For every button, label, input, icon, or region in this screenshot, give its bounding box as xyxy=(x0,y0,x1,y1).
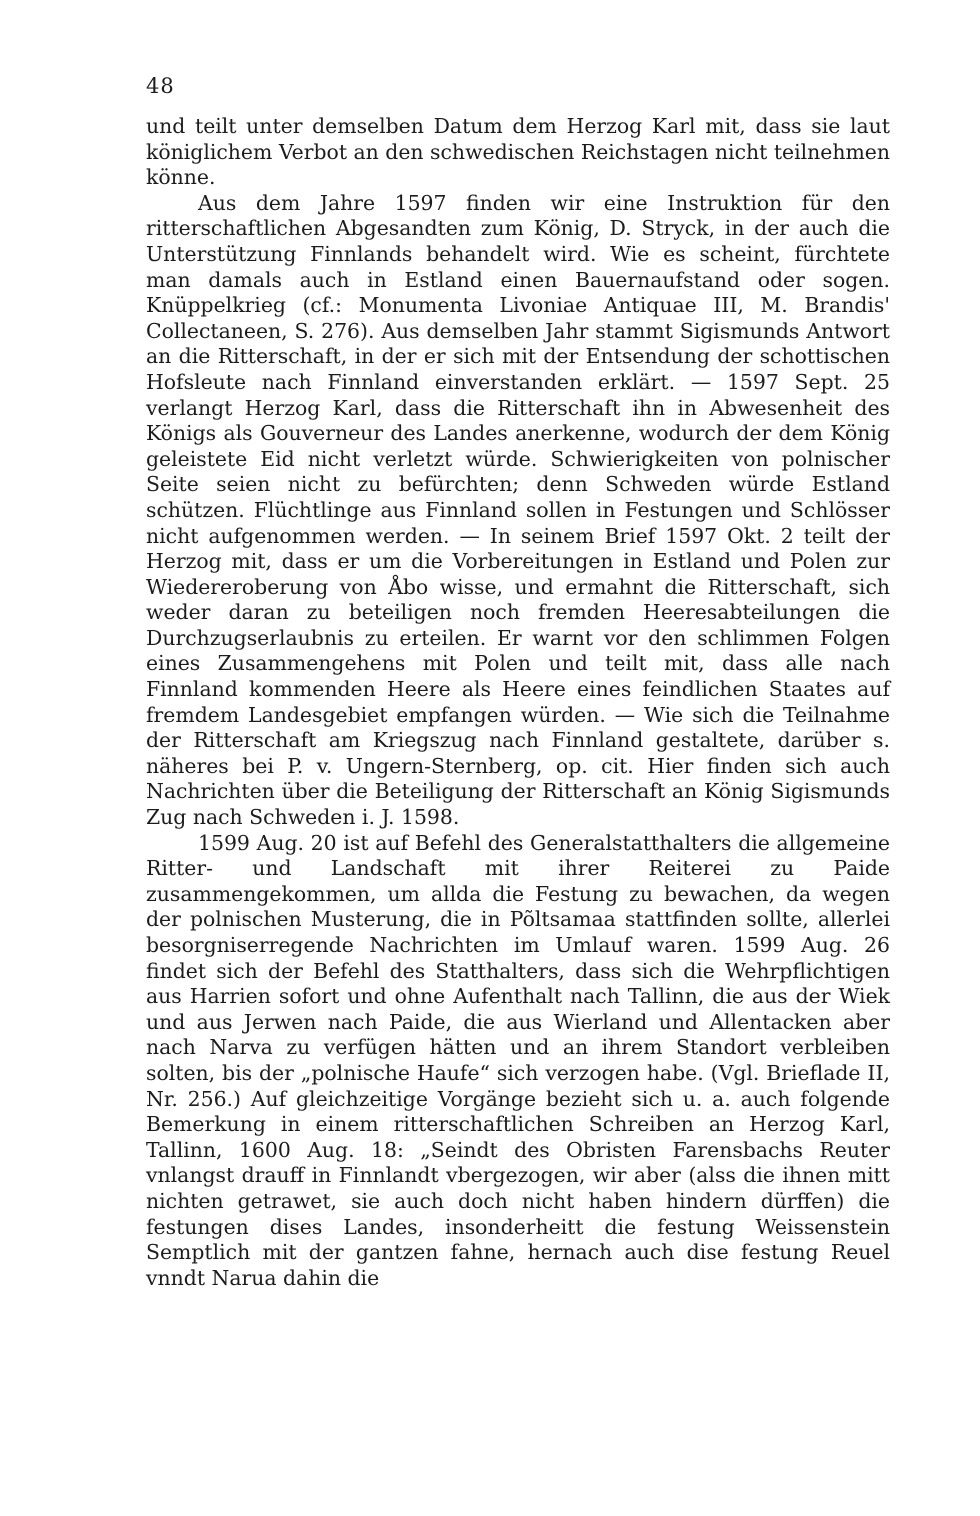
body-text xyxy=(146,114,890,1291)
paragraph-2: Aus dem Jahre 1597 finden wir eine Instruktion für den ritterschaftlichen Abgesandten zum König, D. Stryck, in der auch die Unterstützung Finnlands behandelt wird. Wie es scheint, fürchtete man damals auch in Estland einen Bauernaufstand oder sogen. Knüppelkrieg (cf.: Monumenta Livoniae Antiquae III, M. Brandis' Collectaneen, S. 276). Aus demselben Jahr stammt Sigismunds Antwort an die Ritterschaft, in der er sich mit der Entsendung der schottischen Hofsleute nach Finnland einverstanden erklärt. — 1597 Sept. 25 verlangt Herzog Karl, dass die Ritterschaft ihn in Abwesenheit des Königs als Gouverneur des Landes anerkenne, wodurch der dem König geleistete Eid nicht verletzt würde. Schwierigkeiten von polnischer Seite seien nicht zu befürchten; denn Schweden würde Estland schützen. Flüchtlinge aus Finnland sollen in Festungen und Schlösser nicht aufgenommen werden. — In seinem Brief 1597 Okt. 2 teilt der Herzog mit, dass er um die Vorbereitungen in Estland und Polen zur Wiedereroberung von Åbo wisse, und ermahnt die Ritterschaft, sich weder daran zu beteiligen noch fremden Heeresabteilungen die Durchzugserlaubnis zu erteilen. Er warnt vor den schlimmen Folgen eines Zusammengehens mit Polen und teilt mit, dass alle nach Finnland kommenden Heere als Heere eines feindlichen Staates auf fremdem Landesgebiet empfangen würden. — Wie sich die Teilnahme der Ritterschaft am Kriegszug nach Finnland gestaltete, darüber s. näheres bei P. v. Ungern-Sternberg, op. cit. Hier finden sich auch Nachrichten über die Beteiligung der Ritterschaft an König Sigismunds Zug nach Schweden i. J. 1598. xyxy=(146,190,890,830)
paragraph-3: 1599 Aug. 20 ist auf Befehl des Generalstatthalters die allgemeine Ritter- und Landschaft mit ihrer Reiterei zu Paide zusammengekommen, um allda die Festung zu bewachen, da wegen der polnischen Musterung, die in Põltsamaa stattfinden sollte, allerlei besorgniserregende Nachrichten im Umlauf waren. 1599 Aug. 26 findet sich der Befehl des Statthalters, dass sich die Wehrpflichtigen aus Harrien sofort und ohne Aufenthalt nach Tallinn, die aus der Wiek und aus Jerwen nach Paide, die aus Wierland und Allentacken aber nach Narva zu verfügen hätten und an ihrem Standort verbleiben solten, bis der „polnische Haufe“ sich verzogen habe. (Vgl. Brieflade II, Nr. 256.) Auf gleichzeitige Vorgänge bezieht sich u. a. auch folgende Bemerkung in einem ritterschaftlichen Schreiben an Herzog Karl, Tallinn, 1600 Aug. 18: „Seindt des Obristen Farensbachs Reuter vnlangst drauff in Finnlandt vbergezogen, wir aber (alss die ihnen mitt nichten getrawet, sie auch doch nicht haben hindern dürffen) die festungen dises Landes, insonderheitt die festung Weissenstein Semptlich mit der gantzen fahne, hernach auch dise festung Reuel vnndt Narua dahin die xyxy=(146,830,890,1290)
page-number: 48 xyxy=(146,74,175,98)
paragraph-1: und teilt unter demselben Datum dem Herzog Karl mit, dass sie laut königlichem Verbot an den schwedischen Reichstagen nicht teilnehmen könne. xyxy=(146,114,890,190)
